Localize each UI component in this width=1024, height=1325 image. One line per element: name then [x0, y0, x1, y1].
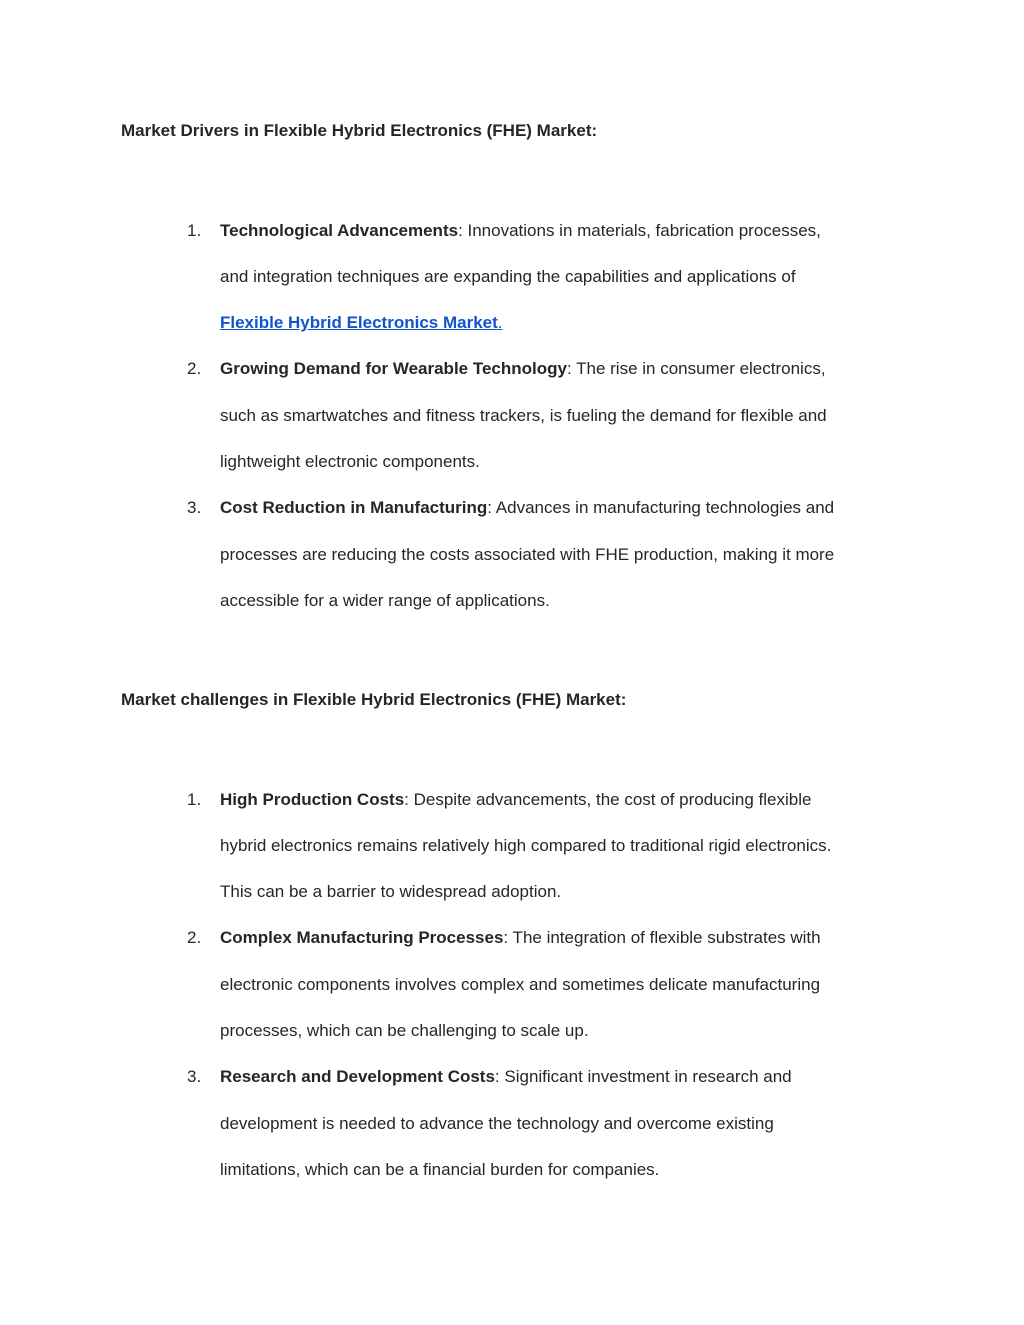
list-item-line: [220, 359, 826, 379]
list-item-line: [220, 928, 821, 948]
section-heading-drivers: Market Drivers in Flexible Hybrid Electronics (FHE) Market:: [121, 121, 598, 140]
list-item-number: 3.: [187, 1067, 202, 1086]
list-item-text: : Advances in manufacturing technologies and: [487, 498, 835, 517]
list-item-term: Growing Demand for Wearable Technology: [220, 359, 567, 378]
list-item-number: 1.: [187, 221, 202, 240]
list-item-number: 1.: [187, 790, 202, 809]
list-item-text: electronic components involves complex and sometimes delicate manufacturing: [220, 975, 821, 994]
list-item-text: : The integration of flexible substrates with: [503, 928, 821, 947]
list-item-text: processes, which can be challenging to scale up.: [220, 1021, 589, 1040]
list-item-term: Cost Reduction in Manufacturing: [220, 498, 488, 517]
list-item-line: [220, 1067, 792, 1087]
section-heading-challenges: Market challenges in Flexible Hybrid Electronics (FHE) Market:: [121, 690, 627, 709]
market-report-link[interactable]: Flexible Hybrid Electronics Market: [220, 313, 498, 332]
list-item-text: such as smartwatches and fitness trackers, is fueling the demand for flexible and: [220, 406, 827, 425]
list-item-text: and integration techniques are expanding the capabilities and applications of: [220, 267, 796, 286]
list-item-number: 3.: [187, 498, 202, 517]
list-item-term: Technological Advancements: [220, 221, 459, 240]
list-item-text: accessible for a wider range of applications.: [220, 591, 550, 610]
list-item-text: : The rise in consumer electronics,: [566, 359, 826, 378]
list-item-text: hybrid electronics remains relatively high compared to traditional rigid electronics.: [220, 836, 832, 855]
list-item-number: 2.: [187, 359, 202, 378]
list-item-text: lightweight electronic components.: [220, 452, 480, 471]
list-item-text: : Despite advancements, the cost of producing flexible: [404, 790, 812, 809]
list-item-text: processes are reducing the costs associated with FHE production, making it more: [220, 545, 835, 564]
list-item-text: This can be a barrier to widespread adoption.: [220, 882, 562, 901]
list-item-line: [220, 790, 811, 810]
list-item-number: 2.: [187, 928, 202, 947]
list-item-line: [220, 221, 821, 241]
list-item-text: limitations, which can be a financial burden for companies.: [220, 1160, 660, 1179]
link-period: .: [497, 313, 503, 332]
list-item-text: development is needed to advance the technology and overcome existing: [220, 1114, 774, 1133]
list-item-line: [220, 498, 834, 518]
list-item-term: Complex Manufacturing Processes: [220, 928, 504, 947]
list-item-term: Research and Development Costs: [220, 1067, 495, 1086]
list-item-text: : Innovations in materials, fabrication processes,: [458, 221, 821, 240]
list-item-term: High Production Costs: [220, 790, 405, 809]
list-item-text: : Significant investment in research and: [494, 1067, 792, 1086]
list-item-line: [220, 313, 503, 333]
